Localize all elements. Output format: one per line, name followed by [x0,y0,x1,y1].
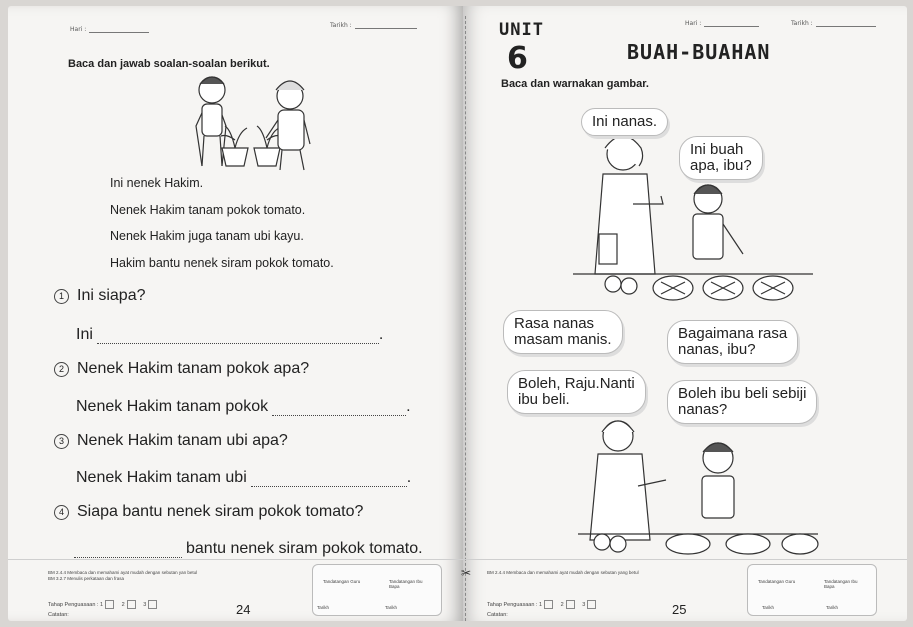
mother-son-pineapple-illustration-bottom [578,416,818,556]
level-1-checkbox[interactable] [544,600,553,609]
question-text: Nenek Hakim tanam pokok apa? [77,360,310,377]
bubble-text-line-2: nanas, ibu? [678,341,756,358]
signature-box [747,564,877,616]
unit-label: UNIT [499,20,544,40]
tarikh-guru-label: Tarikh [762,605,775,610]
tarikh-field [330,22,417,29]
story-line-2: Nenek Hakim tanam pokok tomato. [110,203,306,217]
answer-blank-4[interactable] [74,544,182,558]
unit-title: BUAH-BUAHAN [627,40,771,64]
level-2-label: 2 [121,601,125,608]
right-page [463,6,907,621]
tarikh-label: Tarikh : [791,20,813,27]
answer-row-1 [76,326,383,344]
hari-line[interactable] [89,32,149,33]
question-number: 2 [54,362,69,377]
tarikh-line[interactable] [816,26,876,27]
catatan-label: Catatan: [48,612,69,618]
level-2-checkbox[interactable] [566,600,575,609]
bubble-text-line-1: Boleh ibu beli sebiji [678,385,807,402]
sig-guru-label: Tandatangan Guru [758,579,796,584]
hari-label: Hari : [70,26,87,33]
story-line-1: Ini nenek Hakim. [110,176,204,190]
tarikh-line[interactable] [355,28,417,29]
question-text: Siapa bantu nenek siram pokok tomato? [77,503,364,520]
left-page [8,6,463,621]
instruction: Baca dan jawab soalan-soalan berikut. [68,58,270,70]
grandmother-boy-illustration [172,70,322,178]
tahap-penguasaan [487,600,602,609]
level-2-checkbox[interactable] [127,600,136,609]
story-line-4: Hakim bantu nenek siram pokok tomato. [110,256,334,270]
answer-prefix: Nenek Hakim tanam ubi [76,469,247,486]
hari-field [685,20,759,27]
answer-blank-2[interactable] [272,402,406,416]
scissors-icon: ✂ [461,566,472,580]
catatan-label: Catatan: [487,612,508,618]
sig-bapa-label: Tandatangan Ibu Bapa [389,579,423,589]
bubble-text-line-1: Boleh, Raju.Nanti [518,375,635,392]
standard-1: BM 2.4.4 Membaca dan memahami ayat mudah dengan sebutan yan betul [48,570,198,575]
question-3 [54,432,288,450]
page-number: 25 [672,602,687,617]
level-3-checkbox[interactable] [148,600,157,609]
level-2-label: 2 [560,601,564,608]
bubble-text-line-1: Rasa nanas [514,315,595,332]
tahap-label: Tahap Penguasaan : [487,601,538,608]
question-2 [54,360,309,378]
bubble-text-line-1: Bagaimana rasa [678,325,788,342]
question-text: Ini siapa? [77,287,146,304]
speech-bubble-5 [507,370,646,414]
speech-bubble-3 [503,310,623,354]
question-number: 4 [54,505,69,520]
standard-1: BM 2.4.4 Membaca dan memahami ayat mudah dengan sebutan yang betul [487,570,639,575]
answer-row-2 [76,398,411,416]
bubble-text-line-1: Ini buah [690,141,744,158]
tahap-label: Tahap Penguasaan : [48,601,99,608]
bubble-text-line-2: apa, ibu? [690,157,752,174]
instruction: Baca dan warnakan gambar. [501,78,649,90]
bubble-text-line-2: ibu beli. [518,391,570,408]
answer-suffix: . [406,398,411,415]
hari-label: Hari : [685,20,702,27]
answer-row-4 [74,540,423,558]
question-text: Nenek Hakim tanam ubi apa? [77,432,288,449]
unit-number: 6 [507,41,528,76]
answer-blank-3[interactable] [251,473,407,487]
answer-suffix: bantu nenek siram pokok tomato. [186,540,423,557]
level-1-label: 1 [539,601,543,608]
standard-2: BM 3.2.7 Menulis perkataan dan frasa [48,576,125,581]
tahap-penguasaan [48,600,163,609]
bubble-text-line-2: masam manis. [514,331,612,348]
answer-suffix: . [406,469,412,486]
level-3-checkbox[interactable] [587,600,596,609]
bubble-text: Ini nanas. [592,113,658,130]
tarikh-bapa-label: Tarikh [826,605,839,610]
level-1-label: 1 [100,601,104,608]
question-number: 1 [54,289,69,304]
sig-bapa-label: Tandatangan Ibu Bapa [824,579,858,589]
answer-blank-1[interactable] [97,330,379,344]
right-footer [463,559,907,621]
tarikh-label: Tarikh : [330,22,352,29]
speech-bubble-1 [581,108,668,136]
hari-line[interactable] [704,26,759,27]
signature-box [312,564,442,616]
sig-guru-label: Tandatangan Guru [323,579,361,584]
hari-field [70,26,149,33]
bubble-text-line-2: nanas? [678,401,728,418]
speech-bubble-6 [667,380,817,424]
question-4 [54,503,363,521]
level-3-label: 3 [143,601,147,608]
question-1 [54,287,146,305]
story-line-3: Nenek Hakim juga tanam ubi kayu. [110,229,304,243]
speech-bubble-2 [679,136,763,180]
tarikh-field [791,20,876,27]
answer-suffix: . [378,326,384,343]
level-3-label: 3 [582,601,586,608]
left-footer [8,559,463,621]
cut-line [465,16,466,621]
speech-bubble-4 [667,320,798,364]
tarikh-guru-label: Tarikh [317,605,330,610]
tarikh-bapa-label: Tarikh [385,605,398,610]
page-number: 24 [236,602,251,617]
question-number: 3 [54,434,69,449]
answer-row-3 [76,469,411,487]
level-1-checkbox[interactable] [105,600,114,609]
answer-prefix: Ini [76,326,93,343]
answer-prefix: Nenek Hakim tanam pokok [76,398,269,415]
